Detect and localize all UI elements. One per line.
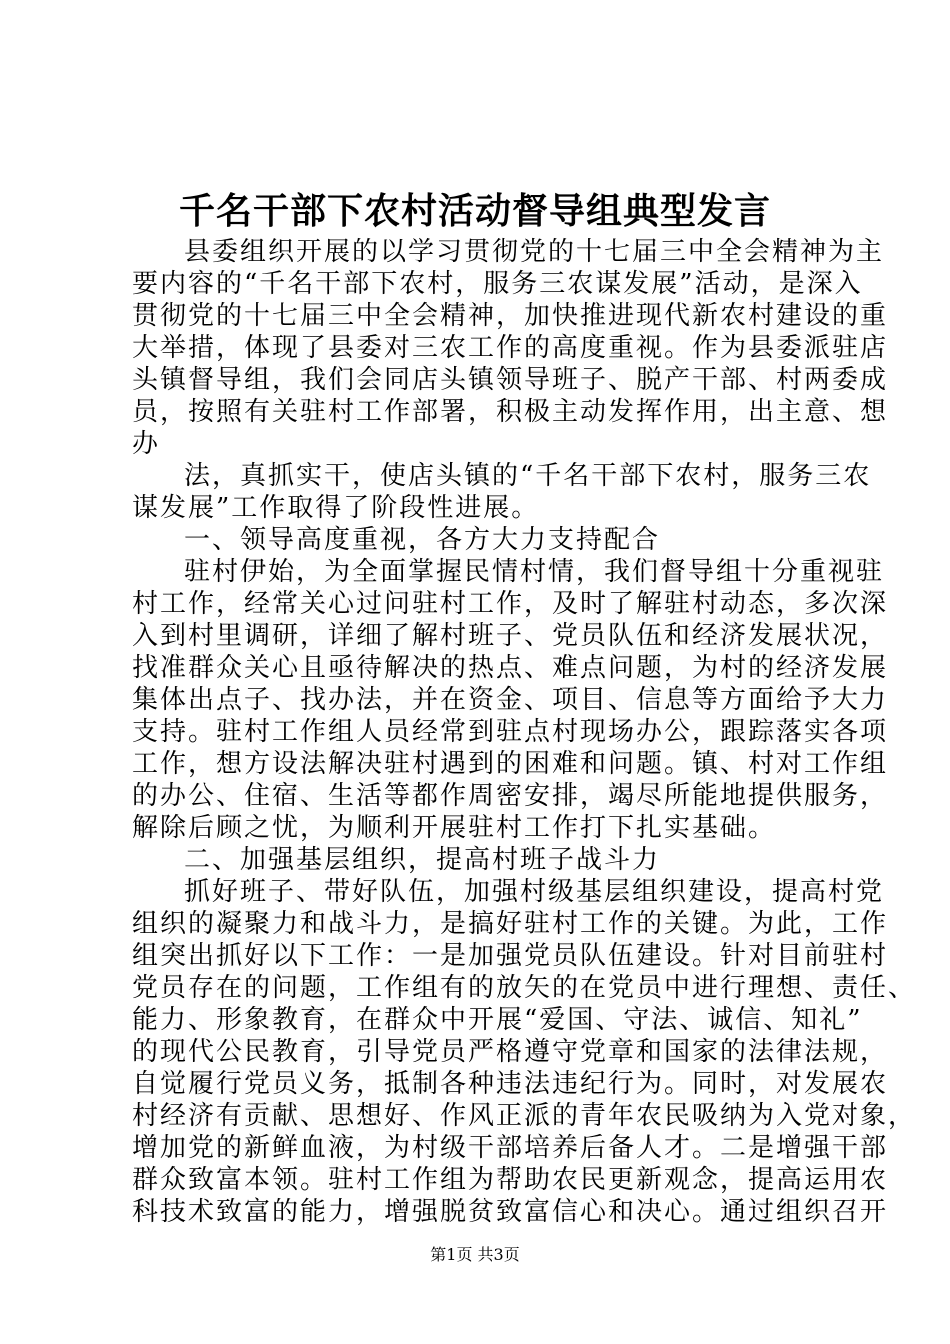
text-line: 自觉履行党员义务，抵制各种违法违纪行为。同时，对发展农 [132,1069,889,1099]
text-line: 头镇督导组，我们会同店头镇领导班子、脱产干部、村两委成 [132,365,889,395]
text-line: 增加党的新鲜血液，为村级干部培养后备人才。二是增强干部 [132,1133,889,1163]
text-line: 法，真抓实干，使店头镇的“千名干部下农村，服务三农 [184,461,872,491]
text-line: 解除后顾之忧，为顺利开展驻村工作打下扎实基础。 [132,813,777,843]
text-line: 群众致富本领。驻村工作组为帮助农民更新观念，提高运用农 [132,1165,889,1195]
text-line: 村经济有贡献、思想好、作风正派的青年农民吸纳为入党对象， [132,1101,917,1131]
text-line: 党员存在的问题，工作组有的放矢的在党员中进行理想、责任、 [132,973,917,1003]
section-heading: 二、加强基层组织，提高村班子战斗力 [184,845,661,875]
text-line: 工作，想方设法解决驻村遇到的困难和问题。镇、村对工作组 [132,749,889,779]
text-line: 组突出抓好以下工作：一是加强党员队伍建设。针对目前驻村 [132,941,889,971]
text-line: 员，按照有关驻村工作部署，积极主动发挥作用，出主意、想 [132,397,889,427]
text-line: 科技术致富的能力，增强脱贫致富信心和决心。通过组织召开 [132,1197,889,1227]
text-line: 支持。驻村工作组人员经常到驻点村现场办公，跟踪落实各项 [132,717,889,747]
text-line: 村工作，经常关心过问驻村工作，及时了解驻村动态，多次深 [132,589,889,619]
text-line: 找准群众关心且亟待解决的热点、难点问题，为村的经济发展 [132,653,889,683]
text-line: 谋发展”工作取得了阶段性进展。 [132,493,540,523]
text-line: 办 [132,429,161,459]
page-number: 第1页 共3页 [430,1245,520,1264]
section-heading: 一、领导高度重视，各方大力支持配合 [184,525,661,555]
text-line: 入到村里调研，详细了解村班子、党员队伍和经济发展状况， [132,621,889,651]
text-line: 能力、形象教育，在群众中开展“爱国、守法、诚信、知礼” [132,1005,863,1035]
text-line: 的办公、住宿、生活等都作周密安排，竭尽所能地提供服务， [132,781,889,811]
text-line: 组织的凝聚力和战斗力，是搞好驻村工作的关键。为此，工作 [132,909,889,939]
text-line: 县委组织开展的以学习贯彻党的十七届三中全会精神为主 [184,237,885,267]
text-line: 抓好班子、带好队伍，加强村级基层组织建设，提高村党 [184,877,885,907]
document-title: 千名干部下农村活动督导组典型发言 [178,190,771,232]
document-body [132,236,917,1228]
text-line: 集体出点子、找办法，并在资金、项目、信息等方面给予大力 [132,685,889,715]
text-line: 要内容的“千名干部下农村，服务三农谋发展”活动，是深入 [132,269,863,299]
text-line: 大举措，体现了县委对三农工作的高度重视。作为县委派驻店 [132,333,889,363]
text-line: 驻村伊始，为全面掌握民情村情，我们督导组十分重视驻 [184,557,885,587]
text-line: 的现代公民教育，引导党员严格遵守党章和国家的法律法规， [132,1037,889,1067]
text-line: 贯彻党的十七届三中全会精神，加快推进现代新农村建设的重 [132,301,889,331]
